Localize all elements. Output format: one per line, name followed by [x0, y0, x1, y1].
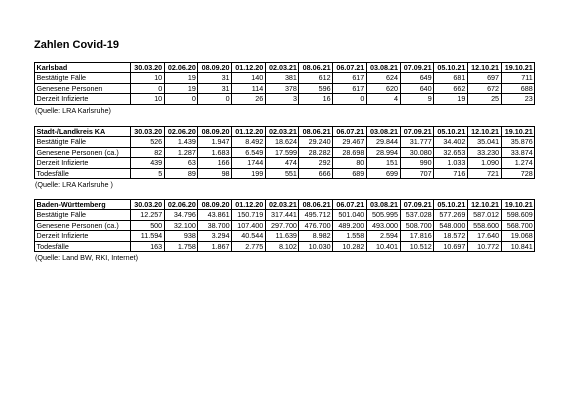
date-header-cell: 08.09.20 — [198, 63, 232, 73]
value-cell: 1.947 — [198, 137, 232, 147]
value-cell: 30.080 — [400, 147, 434, 157]
value-cell: 1.090 — [467, 158, 501, 168]
value-cell: 17.816 — [400, 231, 434, 241]
value-cell: 577.269 — [434, 210, 468, 220]
value-cell: 32.653 — [434, 147, 468, 157]
date-header-cell: 06.07.21 — [333, 63, 367, 73]
date-header-cell: 02.06.20 — [164, 127, 198, 137]
row-label-todesf-lle: Todesfälle — [35, 241, 131, 251]
value-cell: 500 — [131, 220, 165, 230]
row-label-todesf-lle: Todesfälle — [35, 168, 131, 178]
value-cell: 10.772 — [467, 241, 501, 251]
row-label-best-tigte-f-lle: Bestätigte Fälle — [35, 137, 131, 147]
date-header-cell: 12.10.21 — [467, 127, 501, 137]
value-cell: 28.282 — [299, 147, 333, 157]
value-cell: 17.640 — [467, 231, 501, 241]
row-label-genesene-personen-ca: Genesene Personen (ca.) — [35, 220, 131, 230]
value-cell: 31 — [198, 83, 232, 93]
value-cell: 17.599 — [265, 147, 299, 157]
value-cell: 568.700 — [501, 220, 535, 230]
data-table — [34, 62, 535, 105]
table-title-cell: Karlsbad — [35, 63, 131, 73]
date-header-cell: 05.10.21 — [434, 200, 468, 210]
value-cell: 0 — [164, 94, 198, 104]
source-note: (Quelle: LRA Karlsruhe ) — [35, 179, 113, 189]
value-cell: 439 — [131, 158, 165, 168]
value-cell: 43.861 — [198, 210, 232, 220]
value-cell: 617 — [333, 73, 367, 83]
value-cell: 89 — [164, 168, 198, 178]
date-header-cell: 01.12.20 — [232, 200, 266, 210]
value-cell: 508.700 — [400, 220, 434, 230]
value-cell: 501.040 — [333, 210, 367, 220]
date-header-cell: 01.12.20 — [232, 63, 266, 73]
table-row — [35, 137, 535, 147]
value-cell: 688 — [501, 83, 535, 93]
value-cell: 11.594 — [131, 231, 165, 241]
value-cell: 8.982 — [299, 231, 333, 241]
table-row — [35, 168, 535, 178]
table-row — [35, 73, 535, 83]
table-header-row — [35, 200, 535, 210]
value-cell: 624 — [366, 73, 400, 83]
value-cell: 8.492 — [232, 137, 266, 147]
value-cell: 23 — [501, 94, 535, 104]
date-header-cell: 02.03.21 — [265, 63, 299, 73]
value-cell: 598.609 — [501, 210, 535, 220]
value-cell: 114 — [232, 83, 266, 93]
value-cell: 10 — [131, 73, 165, 83]
value-cell: 489.200 — [333, 220, 367, 230]
value-cell: 29.240 — [299, 137, 333, 147]
value-cell: 1744 — [232, 158, 266, 168]
value-cell: 10.841 — [501, 241, 535, 251]
date-header-cell: 02.03.21 — [265, 200, 299, 210]
row-label-genesene-personen-ca: Genesene Personen (ca.) — [35, 147, 131, 157]
date-header-cell: 07.09.21 — [400, 63, 434, 73]
value-cell: 1.758 — [164, 241, 198, 251]
value-cell: 551 — [265, 168, 299, 178]
value-cell: 29.844 — [366, 137, 400, 147]
date-header-cell: 08.09.20 — [198, 200, 232, 210]
value-cell: 10.401 — [366, 241, 400, 251]
value-cell: 33.874 — [501, 147, 535, 157]
date-header-cell: 05.10.21 — [434, 127, 468, 137]
table-title-cell: Stadt-/Landkreis KA — [35, 127, 131, 137]
value-cell: 526 — [131, 137, 165, 147]
value-cell: 990 — [400, 158, 434, 168]
table-block-stadt-landkreis-ka — [34, 126, 535, 189]
date-header-cell: 07.09.21 — [400, 200, 434, 210]
value-cell: 495.712 — [299, 210, 333, 220]
value-cell: 166 — [198, 158, 232, 168]
date-header-cell: 02.03.21 — [265, 127, 299, 137]
value-cell: 10 — [131, 94, 165, 104]
value-cell: 0 — [198, 94, 232, 104]
date-header-cell: 03.08.21 — [366, 127, 400, 137]
value-cell: 98 — [198, 168, 232, 178]
value-cell: 617 — [333, 83, 367, 93]
value-cell: 11.639 — [265, 231, 299, 241]
date-header-cell: 08.09.20 — [198, 127, 232, 137]
value-cell: 0 — [333, 94, 367, 104]
value-cell: 150.719 — [232, 210, 266, 220]
value-cell: 107.400 — [232, 220, 266, 230]
value-cell: 9 — [400, 94, 434, 104]
value-cell: 19 — [164, 73, 198, 83]
table-block-karlsbad — [34, 62, 535, 115]
value-cell: 938 — [164, 231, 198, 241]
table-row — [35, 94, 535, 104]
value-cell: 151 — [366, 158, 400, 168]
row-label-derzeit-infizierte: Derzeit Infizierte — [35, 158, 131, 168]
value-cell: 25 — [467, 94, 501, 104]
value-cell: 33.230 — [467, 147, 501, 157]
value-cell: 3 — [265, 94, 299, 104]
value-cell: 640 — [400, 83, 434, 93]
date-header-cell: 07.09.21 — [400, 127, 434, 137]
value-cell: 317.441 — [265, 210, 299, 220]
source-note: (Quelle: LRA Karlsruhe) — [35, 105, 111, 115]
row-label-derzeit-infizierte: Derzeit Infizierte — [35, 94, 131, 104]
value-cell: 596 — [299, 83, 333, 93]
value-cell: 40.544 — [232, 231, 266, 241]
value-cell: 728 — [501, 168, 535, 178]
value-cell: 10.512 — [400, 241, 434, 251]
value-cell: 5 — [131, 168, 165, 178]
table-row — [35, 147, 535, 157]
value-cell: 140 — [232, 73, 266, 83]
value-cell: 1.439 — [164, 137, 198, 147]
table-title-cell: Baden-Württemberg — [35, 200, 131, 210]
value-cell: 474 — [265, 158, 299, 168]
value-cell: 662 — [434, 83, 468, 93]
value-cell: 2.594 — [366, 231, 400, 241]
table-row — [35, 158, 535, 168]
value-cell: 31 — [198, 73, 232, 83]
date-header-cell: 02.06.20 — [164, 63, 198, 73]
value-cell: 19.068 — [501, 231, 535, 241]
value-cell: 12.257 — [131, 210, 165, 220]
date-header-cell: 30.03.20 — [131, 127, 165, 137]
value-cell: 10.282 — [333, 241, 367, 251]
table-block-baden-wuerttemberg — [34, 199, 535, 262]
date-header-cell: 03.08.21 — [366, 63, 400, 73]
value-cell: 297.700 — [265, 220, 299, 230]
value-cell: 558.600 — [467, 220, 501, 230]
date-header-cell: 08.06.21 — [299, 200, 333, 210]
value-cell: 1.287 — [164, 147, 198, 157]
value-cell: 10.030 — [299, 241, 333, 251]
value-cell: 1.274 — [501, 158, 535, 168]
value-cell: 35.876 — [501, 137, 535, 147]
value-cell: 38.700 — [198, 220, 232, 230]
date-header-cell: 03.08.21 — [366, 200, 400, 210]
value-cell: 82 — [131, 147, 165, 157]
value-cell: 31.777 — [400, 137, 434, 147]
value-cell: 26 — [232, 94, 266, 104]
value-cell: 378 — [265, 83, 299, 93]
value-cell: 493.000 — [366, 220, 400, 230]
row-label-best-tigte-f-lle: Bestätigte Fälle — [35, 210, 131, 220]
value-cell: 612 — [299, 73, 333, 83]
value-cell: 716 — [434, 168, 468, 178]
value-cell: 292 — [299, 158, 333, 168]
value-cell: 587.012 — [467, 210, 501, 220]
table-row — [35, 83, 535, 93]
value-cell: 32.100 — [164, 220, 198, 230]
date-header-cell: 12.10.21 — [467, 200, 501, 210]
value-cell: 16 — [299, 94, 333, 104]
value-cell: 35.041 — [467, 137, 501, 147]
value-cell: 1.558 — [333, 231, 367, 241]
date-header-cell: 12.10.21 — [467, 63, 501, 73]
value-cell: 8.102 — [265, 241, 299, 251]
value-cell: 689 — [333, 168, 367, 178]
table-row — [35, 241, 535, 251]
row-label-genesene-personen: Genesene Personen — [35, 83, 131, 93]
table-row — [35, 210, 535, 220]
date-header-cell: 08.06.21 — [299, 127, 333, 137]
date-header-cell: 02.06.20 — [164, 200, 198, 210]
value-cell: 649 — [400, 73, 434, 83]
value-cell: 4 — [366, 94, 400, 104]
value-cell: 381 — [265, 73, 299, 83]
table-row — [35, 231, 535, 241]
value-cell: 163 — [131, 241, 165, 251]
date-header-cell: 19.10.21 — [501, 127, 535, 137]
value-cell: 199 — [232, 168, 266, 178]
value-cell: 707 — [400, 168, 434, 178]
value-cell: 721 — [467, 168, 501, 178]
value-cell: 18.624 — [265, 137, 299, 147]
value-cell: 711 — [501, 73, 535, 83]
value-cell: 1.867 — [198, 241, 232, 251]
value-cell: 6.549 — [232, 147, 266, 157]
value-cell: 1.033 — [434, 158, 468, 168]
value-cell: 28.698 — [333, 147, 367, 157]
date-header-cell: 05.10.21 — [434, 63, 468, 73]
value-cell: 699 — [366, 168, 400, 178]
value-cell: 29.467 — [333, 137, 367, 147]
value-cell: 620 — [366, 83, 400, 93]
value-cell: 537.028 — [400, 210, 434, 220]
value-cell: 505.995 — [366, 210, 400, 220]
value-cell: 18.572 — [434, 231, 468, 241]
row-label-derzeit-infizierte: Derzeit Infizierte — [35, 231, 131, 241]
date-header-cell: 19.10.21 — [501, 63, 535, 73]
date-header-cell: 30.03.20 — [131, 200, 165, 210]
data-table — [34, 126, 535, 179]
value-cell: 10.697 — [434, 241, 468, 251]
page-title: Zahlen Covid-19 — [34, 39, 119, 51]
value-cell: 2.775 — [232, 241, 266, 251]
date-header-cell: 08.06.21 — [299, 63, 333, 73]
date-header-cell: 19.10.21 — [501, 200, 535, 210]
value-cell: 34.796 — [164, 210, 198, 220]
date-header-cell: 06.07.21 — [333, 127, 367, 137]
value-cell: 1.683 — [198, 147, 232, 157]
value-cell: 34.402 — [434, 137, 468, 147]
value-cell: 476.700 — [299, 220, 333, 230]
value-cell: 0 — [131, 83, 165, 93]
date-header-cell: 01.12.20 — [232, 127, 266, 137]
value-cell: 63 — [164, 158, 198, 168]
table-row — [35, 220, 535, 230]
table-header-row — [35, 127, 535, 137]
value-cell: 19 — [434, 94, 468, 104]
value-cell: 672 — [467, 83, 501, 93]
data-table — [34, 199, 535, 252]
value-cell: 28.994 — [366, 147, 400, 157]
value-cell: 80 — [333, 158, 367, 168]
value-cell: 681 — [434, 73, 468, 83]
value-cell: 666 — [299, 168, 333, 178]
value-cell: 19 — [164, 83, 198, 93]
value-cell: 548.000 — [434, 220, 468, 230]
value-cell: 3.294 — [198, 231, 232, 241]
date-header-cell: 30.03.20 — [131, 63, 165, 73]
value-cell: 697 — [467, 73, 501, 83]
row-label-best-tigte-f-lle: Bestätigte Fälle — [35, 73, 131, 83]
table-header-row — [35, 63, 535, 73]
date-header-cell: 06.07.21 — [333, 200, 367, 210]
source-note: (Quelle: Land BW, RKI, Internet) — [35, 252, 139, 262]
